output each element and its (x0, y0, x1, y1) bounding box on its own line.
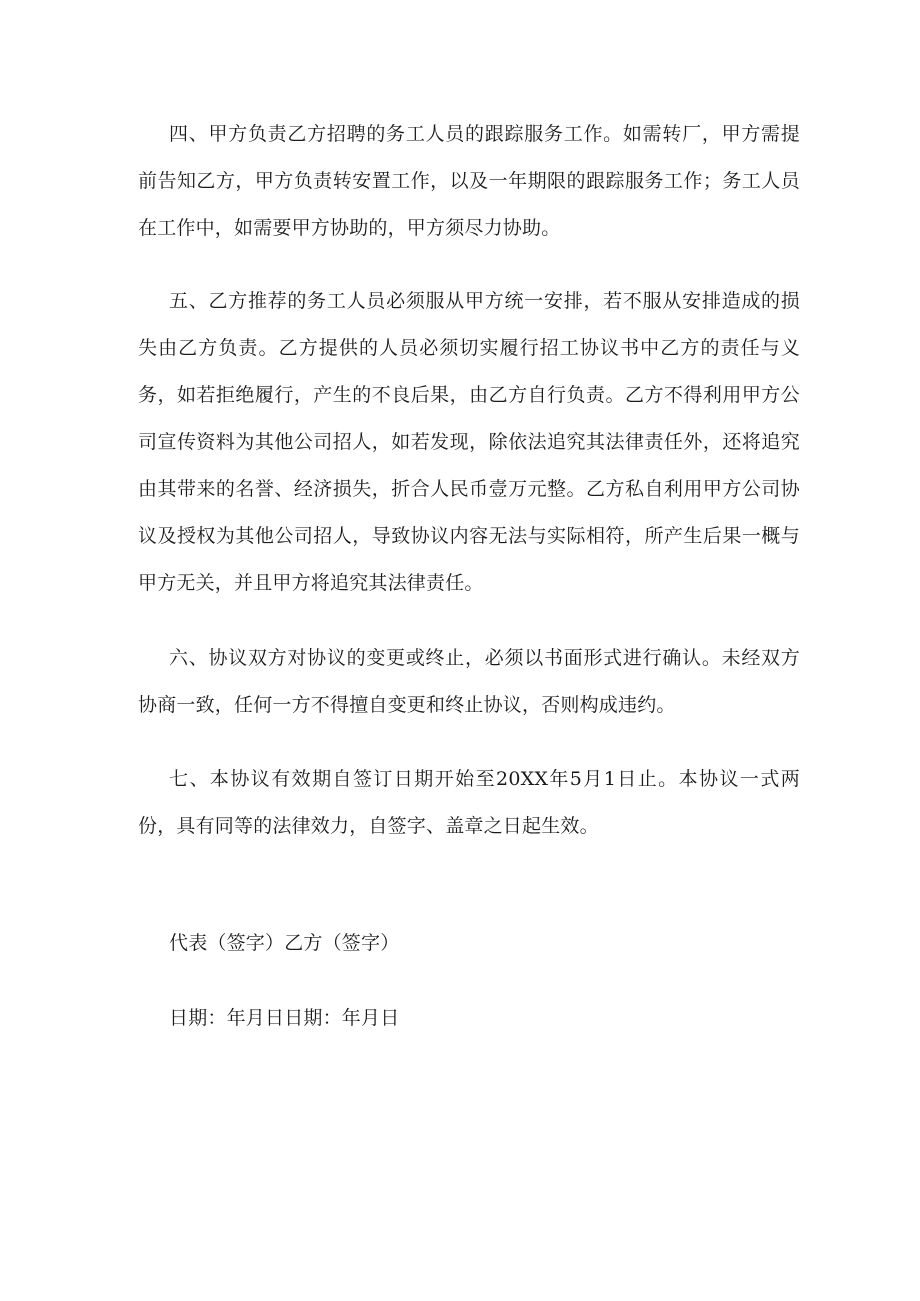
clause-seven-paragraph: 七、本协议有效期自签订日期开始至20XX年5月1日止。本协议一式两份，具有同等的法律效力，自签字、盖章之日起生效。 (138, 768, 800, 837)
clause-four-paragraph: 四、甲方负责乙方招聘的务工人员的跟踪服务工作。如需转厂，甲方需提前告知乙方，甲方负责转安置工作，以及一年期限的跟踪服务工作；务工人员在工作中，如需要甲方协助的，甲方须尽力协助。 (138, 123, 800, 239)
clause-five-paragraph: 五、乙方推荐的务工人员必须服从甲方统一安排，若不服从安排造成的损失由乙方负责。乙方提供的人员必须切实履行招工协议书中乙方的责任与义务，如若拒绝履行，产生的不良后果，由乙方自行负责。乙方不得利用甲方公司宣传资料为其他公司招人，如若发现，除依法追究其法律责任外，还将追究由其带来的名誉、经济损失，折合人民币壹万元整。乙方私自利用甲方公司协议及授权为其他公司招人，导致协议内容无法与实际相符，所产生后果一概与甲方无关，并且甲方将追究其法律责任。 (138, 290, 800, 594)
date-line: 日期：年月日日期：年月日 (169, 1007, 400, 1029)
clause-six-paragraph: 六、协议双方对协议的变更或终止，必须以书面形式进行确认。未经双方协商一致，任何一方不得擅自变更和终止协议，否则构成违约。 (138, 647, 800, 716)
signature-line: 代表（签字）乙方（签字） (169, 932, 400, 954)
